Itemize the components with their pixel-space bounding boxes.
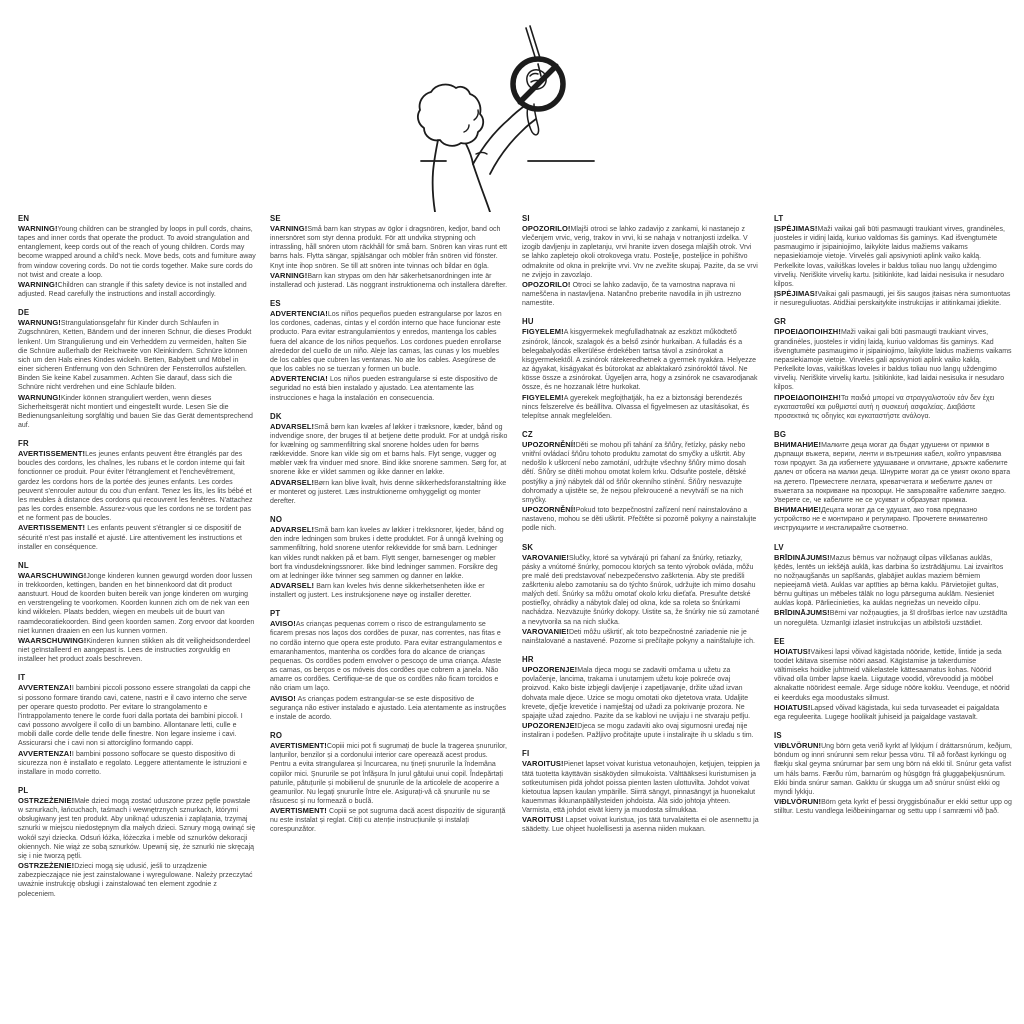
language-section-is [774, 731, 1012, 816]
language-section-se [270, 214, 508, 290]
warning-paragraph: HOIATUS!Lapsed võivad kägistada, kui seda turvaseadet ei paigaldata ega reguleerita. Lugege hoolikalt juhiseid ja paigaldage vastavalt. [774, 702, 1000, 721]
language-code-heading: SI [522, 214, 530, 223]
warning-label: VARNING! [270, 270, 308, 280]
warning-paragraph: VARNING!Små barn kan strypas av öglor i dragsnören, kedjor, band och innersnöret som styr denna produkt. För att undvika strypning och intrassling, håll snören utom räckhåll för små barn. Snören kan viras runt ett barns hals. Flytta sängar, spjälsängar och möbler från snören vid fönster. Knyt inte ihop snören. Se till att snören inte tvinnas och bildar en ögla. [270, 224, 508, 270]
language-code-heading: RO [270, 731, 283, 741]
language-code-heading: HU [522, 317, 534, 327]
warning-paragraph: ВНИМАНИЕ!Малките деца могат да бъдат удушени от примки в дърпащи въжета, вериги, ленти и вътрешния кабел, който управлява този продукт. За да избегнете удушаване и оплитане, дръжте кабелите далеч от обсега на малки деца. Шнурите могат да се увият около врата на детето. Преместете леглата, креватчетата и мебелите далеч от въжетата за покриване на прозорци. Не завързвайте кабелите заедно. Уверете се, че кабелите не се усукват и образуват примка. [774, 439, 1011, 504]
warning-label: ВНИМАНИЕ! [774, 439, 822, 449]
warning-label: AVISO! [270, 693, 296, 703]
warning-paragraph: ADVARSEL! Barn kan kveles hvis denne sikkerhetsenheten ikke er installert og justert. Les instruksjonene nøye og installer deretter. [270, 581, 485, 600]
language-section-fi [522, 749, 760, 834]
warning-paragraph: ADVARSEL!Børn kan blive kvalt, hvis denne sikkerhedsforanstaltning ikke er monteret og justeret. Læs instruktionerne omhyggeligt og monter derefter. [270, 477, 507, 505]
language-section-si [522, 214, 760, 308]
warning-label: ADVARSEL! [270, 477, 315, 487]
warning-paragraph: ADVERTENCIA! Los niños pueden estrangularse si este dispositivo de seguridad no está bien instalado y ajustado. Lea atentamente las instrucciones e haga la instalación en consecuencia. [270, 374, 498, 402]
warning-label: AVERTISMENT! [270, 806, 327, 816]
warning-label: UPOZORNĚNÍ! [522, 439, 576, 449]
warning-label: FIGYELEM! [522, 327, 564, 337]
warning-paragraph: VAROITUS! Lapset voivat kuristua, jos tätä turvalaitetta ei ole asennettu ja säädetty. Lue ohjeet huolellisesti ja asenna niiden mukaan. [522, 815, 759, 834]
warning-paragraph: AVERTISMENT! Copiii se pot sugruma dacă acest dispozitiv de siguranță nu este instalat și reglat. Citiți cu atenție instrucțiunile și instalați corespunzător. [270, 806, 506, 834]
warning-label: VAROVANIE! [522, 626, 569, 636]
warning-paragraph: AVERTISSEMENT!Les jeunes enfants peuvent être étranglés par des boucles des cordons, les chaînes, les rubans et le cordon interne qui fait fonctionner ce produit. Pour éviter l'étranglement et l'enchevêtrement, gardez les cordons hors de la portée des jeunes enfants. Les cordes peuvent s'enrouler autour du cou d'un enfant. Tenez les lits, les lits bébé et les meubles à distance des cordons qui recouvrent les fenêtres. N'attachez pas les cordes ensemble. Assurez-vous que les cordons ne se tordent pas et ne forment pas de boucles. [18, 449, 253, 523]
warning-label: OPOZORILO! [522, 224, 571, 233]
warning-label: HOIATUS! [774, 702, 811, 712]
warning-label: ADVARSEL! [270, 421, 315, 431]
warning-label: HOIATUS! [774, 646, 811, 656]
language-code-heading: IT [18, 673, 26, 683]
warning-label: AVERTISMENT! [270, 741, 327, 751]
warning-label: VARNING! [270, 224, 308, 233]
warning-label: OSTRZEŻENIE! [18, 861, 75, 871]
warning-paragraph: WARNUNG!Strangulationsgefahr für Kinder durch Schlaufen in Zugschnüren, Ketten, Bändern und der inneren Schnur, die dieses Produkt lenken!. Um Strangulierung und ein Verheddern zu vermeiden, halten Sie die Schnüre außerhalb der Reichweite von Kleinkindern. Schnüre können sich um den Hals eines Kindes wickeln. Betten, Babybett und Möbel in einer sicheren Entfernung von den Schnüren der Fensterrollos aufstellen. Binden Sie keine Kabel zusammen. Achten Sie darauf, dass sich die Schnüre nicht verdrehen und eine Schlaufe bilden. [18, 318, 252, 392]
warning-label: UPOZORNĚNÍ! [522, 505, 576, 515]
warning-label: WARNING! [18, 279, 58, 289]
language-section-gr [774, 317, 1012, 421]
warning-label: WARNUNG! [18, 318, 61, 328]
language-section-nl [18, 561, 256, 665]
language-code-heading: LT [774, 214, 784, 223]
warning-paragraph: VARNING!Barn kan strypas om den här säkerhetsanordningen inte är installerad och justerad. Läs noggrant instruktionerna och installera därefter. [270, 270, 508, 289]
warning-paragraph: UPOZORENJE!Mala djeca mogu se zadaviti omčama u užetu za povlačenje, lancima, trakama i unutarnjem užetu koje pokreće ovaj proizvod. Kako biste izbjegli davljenje i zapetljavanje, držite užad izvan dohvata male djece. Uzice se mogu omotati oko djetetova vrata. Udaljite krevete, dječje krevetiće i namještaj od užadi za pokrivanje prozora. Ne spajajte užad zajedno. Pazite da se kablovi ne uvijaju i ne stvaraju petlju. [522, 665, 751, 720]
language-code-heading: EN [18, 214, 30, 223]
language-code-heading: DE [18, 308, 30, 318]
warning-paragraph: OSTRZEŻENIE!Małe dzieci mogą zostać uduszone przez pętle powstałe w sznurkach, łańcuchach, taśmach i wewnętrznych sznurkach, którymi obsługiwany jest ten produkt. Aby uniknąć uduszenia i zaplątania, trzymaj sznurki w miejscu niedostępnym dla małych dzieci. Sznury mogą owinąć się wokół szyi dziecka. Odsuń łóżka, łóżeczka i meble od sznurków dekoracji okiennych. Nie wiąż ze sobą sznurków. Upewnij się, że sznurki nie skręcają się i nie tworzą pętli. [18, 795, 256, 860]
warning-paragraph: UPOZORNĚNÍ!Děti se mohou při tahání za šňůry, řetízky, pásky nebo vnitřní ovládací šňůru tohoto produktu zamotat do smyčky a uškrtit. Aby nedošlo k uškrcení nebo zamotání, udržujte všechny šňůry mimo dosah dětí. Šňůry se dítěti mohou omotat kolem krku. Odsuňte postele, dětské postýlky a jiný nábytek dál od šňůr okenního stínění. Šňůry nesvazujte dohromady a ujistěte se, že nejsou překroucené a nevytváří se na nich smyčky. [522, 439, 747, 504]
warning-paragraph: VAROITUS!Pienet lapset voivat kuristua vetonauhojen, ketjujen, teippien ja tätä tuotetta käyttävän sisäköyden silmukoista. Välttääksesi kuristumisen ja sotkeutumisen pidä johdot poissa pienten lasten ulottuvilta. Johdot voivat kietoutua lapsen kaulan ympärille. Siirrä sängyt, pinnasängyt ja huonekalut kauemmas ikkunanpäällysteiden johdoista. Älä sido johtoja yhteen. Varmista, että johdot eivät kierry ja muodosta silmukkaa. [522, 759, 760, 815]
warning-label: OSTRZEŻENIE! [18, 795, 75, 805]
text-column-4 [774, 214, 1012, 825]
language-code-heading: GR [774, 317, 787, 327]
warning-paragraph: AVERTISSEMENT! Les enfants peuvent s'étrangler si ce dispositif de sécurité n'est pas installé et ajusté. Lire attentivement les instructions et installer en conséquence. [18, 523, 242, 551]
warning-paragraph: ΠΡΟΕΙΔΟΠΟΙΗΣΗ!Τα παιδιά μπορεί να στραγγαλιστούν εάν δεν έχει εγκατασταθεί και ρυθμιστεί αυτή η συσκευή ασφαλείας. Διαβάστε προσεκτικά τις οδηγίες και εγκαταστήστε ανάλογα. [774, 392, 995, 420]
warning-label: UPOZORENJE! [522, 665, 578, 675]
warning-paragraph: WAARSCHUWING!Kinderen kunnen stikken als dit veiligheidsonderdeel niet geïnstalleerd en aangepast is. Lees de instructies zorgvuldig en installeer het product zoals beschreven. [18, 635, 251, 664]
warning-paragraph: WARNING!Children can strangle if this safety device is not installed and adjusted. Read carefully the instructions and install accordingly. [18, 279, 247, 299]
warning-label: ADVARSEL! [270, 525, 315, 535]
language-section-en [18, 214, 256, 299]
warning-label: WARNUNG! [18, 392, 61, 402]
warning-label: ADVERTENCIA! [270, 374, 328, 384]
warning-paragraph: FIGYELEM!A kisgyermekek megfulladhatnak az eszközt működtető zsinórok, láncok, szalagok és a belső zsinór hurkaiban. A fulladás és a belegabalyodás elkerülése érdekében tartsa távol a zsinórokat a kisgyermekektől. A zsinórok rátekeredhetnek a gyermek nyakára. Helyezze az ágyakat, kiságyakat és bútorokat az ablaktakaró zsinóroktól távol. Ne kösse össze a zsinórokat. Ügyeljen arra, hogy a zsinórok ne csavarodjanak össze, és ne hozzanak létre hurkokat. [522, 327, 758, 392]
language-section-pl [18, 786, 256, 899]
warning-label: WARNING! [18, 224, 58, 233]
warning-paragraph: UPOZORNĚNÍ!Pokud toto bezpečnostní zařízení není nainstalováno a nastaveno, mohou se děti uškrtit. Přečtěte si pozorně pokyny a nainstalujte podle nich. [522, 505, 757, 533]
warning-paragraph: WARNING!Young children can be strangled by loops in pull cords, chains, tapes and inner cords that operate the product. To avoid strangulation and entanglement, keep cords out of the reach of young children. Cords may become wrapped around a child's neck. Move beds, cots and furniture away from window covering cords. Do not tie cords together. Make sure cords do not twist and create a loop. [18, 224, 256, 279]
warning-paragraph: ADVARSEL!Små barn kan kveles av løkker i trekksnorer, kjeder, bånd og den indre ledningen som brukes i dette produktet. For å unngå kvelning og sammenfiltring, hold snorene utenfor rekkevidde for små barn. Ledninger kan vikles rundt nakken på et barn. Flytt senger, barnesenger og møbler bort fra vindusdekningssnorer. Ikke bind ledninger sammen. Forsikre deg om at ledninger ikke tvinner seg sammen og danner en løkke. [270, 525, 504, 580]
warning-label: ВНИМАНИЕ! [774, 505, 822, 515]
child-grabbing-cord-prohibited-illustration [378, 2, 658, 212]
warning-paragraph: OPOZORILO!Mlajši otroci se lahko zadavijo z zankami, ki nastanejo z vlečenjem vrvic, verig, trakov in vrvi, ki se nahaja v notranjosti izdelka. V izogib davljenju in zapletanju, vrvi hranite izven dosega mlajših otrok. Vrvi se lahko zapletejo okoli otrokovega vratu. Postelje, posteljice in pohištvo odmaknite od okna in prekrijte vrvi. Vrv ne zvežite skupaj. Pazite, da se vrvi ne zvijejo in zavozlajo. [522, 224, 758, 279]
text-column-1 [18, 214, 256, 908]
warning-paragraph: ADVERTENCIA!Los niños pequeños pueden estrangularse por lazos en los cordones, cadenas, cintas y el cordón interno que hace funcionar este producto. Para evitar estrangulamientos y enredos, mantenga los cables fuera del alcance de los niños pequeños. Los cordones pueden enrollarse alrededor del cuello de un niño. Aleje las camas, las cunas y los muebles de los cables que cubren las ventanas. No ate los cables. Asegúrese de que los cables no se tuerzan y formen un bucle. [270, 309, 502, 374]
language-section-fr [18, 439, 256, 552]
warning-label: VAROITUS! [522, 815, 564, 825]
warning-label: AVVERTENZA! [18, 748, 72, 758]
warning-label: ADVARSEL! [270, 581, 315, 590]
language-code-heading: SE [270, 214, 281, 223]
language-code-heading: IS [774, 731, 782, 741]
language-code-heading: ES [270, 299, 281, 309]
blind-cord-lines [526, 26, 541, 76]
warning-paragraph: AVISO! As crianças podem estrangular-se se este dispositivo de segurança não estiver instalado e ajustado. Leia atentamente as instruções e instale de acordo. [270, 693, 507, 721]
warning-label: WAARSCHUWING! [18, 570, 87, 580]
warning-label: WAARSCHUWING! [18, 635, 87, 645]
warning-label: FIGYELEM! [522, 392, 564, 402]
text-column-2 [270, 214, 508, 844]
warning-label: AVERTISSEMENT! [18, 449, 86, 459]
language-code-heading: CZ [522, 429, 533, 439]
language-code-heading: BG [774, 429, 787, 439]
language-code-heading: FR [18, 439, 29, 449]
language-section-bg [774, 430, 1012, 534]
language-code-heading: HR [522, 655, 534, 665]
warning-paragraph: AVVERTENZA!I bambini possono soffocare se questo dispositivo di sicurezza non è installato e regolato. Leggere attentamente le istruzioni e installare in modo corretto. [18, 748, 247, 776]
warning-paragraph: UPOZORENJE!Djeca se mogu zadaviti ako ovaj sigurnosni uređaj nije instaliran i podešen. Pažljivo pročitajte upute i instalirajte ih u skladu s tim. [522, 721, 754, 740]
warning-paragraph: HOIATUS!Väikesi lapsi võivad kägistada nööride, kettide, lintide ja seda toodet käitava sisemise nööri aasad. Kägistamise ja takerdumise vältimiseks hoidke juhtmeid väikelastele kättesaamatus kohas. Nöörid võivad olla ümber lapse kaela. Liigutage voodid, võrevoodid ja mööbel aknakatte nööridest eemale. Ärge siduge nööre kokku. Veenduge, et nöörid ei keerduks ega moodustaks silmust. [774, 646, 1010, 702]
warning-label: AVVERTENZA! [18, 683, 72, 693]
warning-label: OPOZORILO! [522, 279, 571, 289]
language-section-es [270, 299, 508, 403]
warning-label: ADVERTENCIA! [270, 309, 328, 319]
warning-paragraph: OSTRZEŻENIE!Dzieci mogą się udusić, jeśli to urządzenie zabezpieczające nie jest zainstalowane i wyregulowane. Należy przeczytać uważnie instrukcję obsługi i zainstalować ten element zgodnie z poleceniem. [18, 861, 253, 898]
warning-label: ΠΡΟΕΙΔΟΠΟΙΗΣΗ! [774, 392, 841, 402]
warning-paragraph: ĮSPĖJIMAS!Maži vaikai gali būti pasmaugti traukiant virves, grandinėles, juosteles ir vidinį laidą, kuriuo valdomas šis gaminys. Kad išvengtumėte pasmaugimo ir įsipainiojimo, laikykite laidus mažiems vaikams nepasiekiamoje vietoje. Virvelės gali apsivynioti aplink vaiko kaklą. Perkelkite lovas, vaikiškas loveles ir baldus toliau nuo langų uždengimo virvelių. Neriškite virvelių kartu. Įsitikinkite, kad laidai nesisuka ir nesudaro kilpos. [774, 224, 1005, 288]
warning-label: ΠΡΟΕΙΔΟΠΟΙΗΣΗ! [774, 327, 841, 337]
warning-paragraph: ВНИМАНИЕ!Децата могат да се удушат, ако това предпазно устройство не е монтирано и регулирано. Прочетете внимателно инструкциите и инсталирайте съответно. [774, 505, 988, 533]
language-code-heading: LV [774, 542, 784, 552]
language-section-cz [522, 430, 760, 534]
warning-paragraph: ADVARSEL!Små børn kan kvæles af løkker i træksnore, kæder, bånd og indvendige snore, der bruges til at betjene dette produkt. For at undgå risiko for kvælning og sammenfiltring skal snorene holdes uden for børns rækkevidde. Snore kan vikle sig om et barns hals. Flyt senge, vugger og møbler væk fra vinduer med snore. Bind ikke snorene sammen. Sørg for, at snorene ikke er viklet sammen og ikke danner en løkke. [270, 421, 508, 477]
language-section-pt [270, 609, 508, 722]
warning-paragraph: VAROVANIE!Slučky, ktoré sa vytvárajú pri ťahaní za šnúrky, retiazky, pásky a vnútorné šnúrky, pomocou ktorých sa tento výrobok ovláda, môžu pre malé deti predstavovať nebezpečenstvo zaškrtenia. Aby ste predišli zaškrteniu alebo zamotaniu sa do týchto šnúrok, udržujte ich mimo dosahu malých detí. Šnúrky sa môžu omotať okolo krku dieťaťa. Presuňte detské postieľky, ohrádky a nábytok ďalej od okna, kde sa roleta so šnúrkami nachádza. Nezväzujte šnúrky dokopy. Uistite sa, že šnúrky nie sú zamotané a nevytvorila sa na nich slučka. [522, 552, 760, 626]
warning-label: VAROITUS! [522, 759, 564, 769]
warning-label: ĮSPĖJIMAS! [774, 289, 818, 299]
warning-paragraph: WAARSCHUWING!Jonge kinderen kunnen gewurgd worden door lussen in trekkoorden, kettingen, banden en het binnenkoord dat dit product aanstuurt. Houd de koorden buiten bereik van jonge kinderen om wurging en verstrengeling te voorkomen. Koorden kunnen zich om de nek van een kind wikkelen. Plaats bedden, wiegen en meubels uit de buurt van raamdecoratiekoorden. Bind geen koorden samen. Zorg ervoor dat koorden niet kunnen draaien en een lus kunnen vormen. [18, 570, 255, 635]
language-code-heading: EE [774, 636, 785, 646]
language-section-dk [270, 412, 508, 506]
language-code-heading: PL [18, 785, 29, 795]
language-columns [18, 214, 1012, 908]
warning-label: VIÐLVÖRUN! [774, 796, 822, 806]
warning-paragraph: AVVERTENZA!I bambini piccoli possono essere strangolati da cappi che si possono formare tirando cavi, catene, nastri e il cavo interno che serve per operare questo prodotto. Per evitare lo strangolamento e l'intrappolamento tenere le corde fuori dalla portata dei bambini piccoli. I cavi possono avvolgere il collo di un bambino. Allontanare letti, culle e mobili dalle corde delle tende delle finestre. Non legare insieme i cavi. Assicurarsi che i cavi non si attorciglino formando cappi. [18, 683, 251, 748]
language-code-heading: PT [270, 609, 281, 619]
language-code-heading: SK [522, 542, 534, 552]
warning-paragraph: ĮSPĖJIMAS!Vaikai gali pasmaugti, jei šis saugos įtaisas nėra sumontuotas ir nesureguliuotas. Atidžiai perskaitykite instrukcijas ir atitinkamai įdiekite. [774, 289, 1011, 308]
language-code-heading: FI [522, 749, 530, 759]
warning-paragraph: AVISO!As crianças pequenas correm o risco de estrangulamento se ficarem presas nos laços dos cordões de puxar, nas correntes, nas fitas e no cordão interno que opera este produto. Para evitar estrangulamentos e emaranhamentos, mantenha os cordões fora do alcance de crianças pequenas. Os cordões podem envolver o pescoço de uma criança. Afaste as camas, os berços e os móveis dos cordões que cobrem a janela. Não amarre os cordões. Certifique-se de que os cordões não ficam torcidos e não criam um laço. [270, 619, 502, 693]
language-section-hu [522, 317, 760, 421]
warning-label: BRĪDINĀJUMS! [774, 608, 830, 618]
warning-paragraph: AVERTISMENT!Copiii mici pot fi sugrumați de bucle la tragerea șnururilor, lanțurilor, benzilor și a cordonului interior care operează acest produs. Pentru a evita strangularea și încurcarea, nu țineți șnururile la îndemâna copiilor mici. Șnururile se pot înfășura în jurul gâtului unui copil. Îndepărtați paturile, pătuțurile și mobilierul de șnururile de la articolele de acoperire a geamurilor. Nu legați șnururile între ele. Asigurați-vă că șnururile nu se răsucesc și nu formează o buclă. [270, 741, 507, 805]
text-column-3 [522, 214, 760, 844]
warning-label: ĮSPĖJIMAS! [774, 224, 818, 233]
warning-paragraph: VAROVANIE!Deti môžu uškrtiť, ak toto bezpečnostné zariadenie nie je nainštalované a nastavené. Pozorne si prečítajte pokyny a nainštalujte ich. [522, 626, 755, 645]
language-code-heading: DK [270, 411, 282, 421]
language-section-de [18, 308, 256, 430]
warning-label: AVERTISSEMENT! [18, 523, 86, 533]
warning-label: UPOZORENJE! [522, 721, 578, 731]
warning-paragraph: VIÐLVÖRUN!Ung börn geta verið kyrkt af lykkjum í dráttarsnúrum, keðjum, böndum og innri snúrunni sem rekur þessa vöru. Til að forðast kyrkingu og flækju skal geyma snúrurnar þar sem ung börn ná ekki til. Snúrur geta vafist um háls barns. Færðu rúm, barnarúm og húsgögn frá gluggaþekjusnúrum. Ekki binda snúrur saman. Gakktu úr skugga um að snúrur snúist ekki og myndi lykkju. [774, 741, 1012, 796]
language-section-lv [774, 543, 1012, 628]
language-section-lt [774, 214, 1012, 308]
warning-paragraph: BRĪDINĀJUMS!Bērni var nožņaugties, ja šī drošības ierīce nav uzstādīta un noregulēta. Uzmanīgi izlasiet instrukcijas un atbilstoši uzstādiet. [774, 608, 1008, 627]
language-code-heading: NL [18, 560, 29, 570]
warning-label: BRĪDINĀJUMS! [774, 552, 830, 562]
language-section-ro [270, 731, 508, 835]
warning-label: VAROVANIE! [522, 552, 569, 562]
language-section-it [18, 673, 256, 777]
warning-label: AVISO! [270, 619, 296, 629]
language-section-no [270, 515, 508, 600]
warning-paragraph: FIGYELEM!A gyerekek megfojthatják, ha ez a biztonsági berendezés nincs felszerelve és beállítva. Olvassa el figyelmesen az utasításokat, és telepítse annak megfelelően. [522, 392, 750, 420]
warning-paragraph: BRĪDINĀJUMS!Mazus bērnus var nožņaugt cilpas vilkšanas auklās, ķēdēs, lentēs un iekšējā auklā, kas darbina šo izstrādājumu. Lai izvairītos no nožņaugšanās un sapīšanās, glabājiet auklas maziem bērniem nepieejamā vietā. Auklas var aptīties ap bērna kaklu. Pārvietojiet gultas, bērnu gultiņas un mēbeles tālāk no logu pārseguma auklām. Nesieniet auklas kopā. Pārliecinieties, ka auklas negriežas un neveido cilpu. [774, 552, 1004, 608]
language-section-hr [522, 655, 760, 740]
language-section-sk [522, 543, 760, 647]
warning-paragraph: ΠΡΟΕΙΔΟΠΟΙΗΣΗ!Maži vaikai gali būti pasmaugti traukiant virves, grandinėles, juosteles ir vidinį laidą, kuriuo valdomas šis gaminys. Kad išvengtumėte pasmaugimo ir įsipainiojimo, laikykite laidus mažiems vaikams nepasiekiamoje vietoje. Virvelės gali apsivynioti aplink vaiko kaklą. Perkelkite lovas, vaikiškas loveles ir baldus toliau nuo langų uždengimo virvelių. Neriškite virvelių kartu. Įsitikinkite, kad laidai nesisuka ir nesudaro kilpos. [774, 327, 1012, 392]
warning-paragraph: VIÐLVÖRUN!Börn geta kyrkt ef þessi öryggisbúnaður er ekki settur upp og stilltur. Lestu vandlega leiðbeiningarnar og settu upp í samræmi við það. [774, 796, 1012, 816]
warning-label: VIÐLVÖRUN! [774, 741, 822, 751]
language-code-heading: NO [270, 515, 283, 525]
warning-paragraph: OPOZORILO! Otroci se lahko zadavijo, če ta varnostna naprava ni nameščena in nastavljena. Natančno preberite navodila in jih ustrezno namestite. [522, 279, 742, 308]
language-section-ee [774, 637, 1012, 722]
warning-paragraph: WARNUNG!Kinder können stranguliert werden, wenn dieses Sicherheitsgerät nicht montiert und eingestellt wurde. Lesen Sie die Bedienungsanleitung sorgfältig und bauen Sie das Gerät dementsprechend auf. [18, 392, 253, 429]
